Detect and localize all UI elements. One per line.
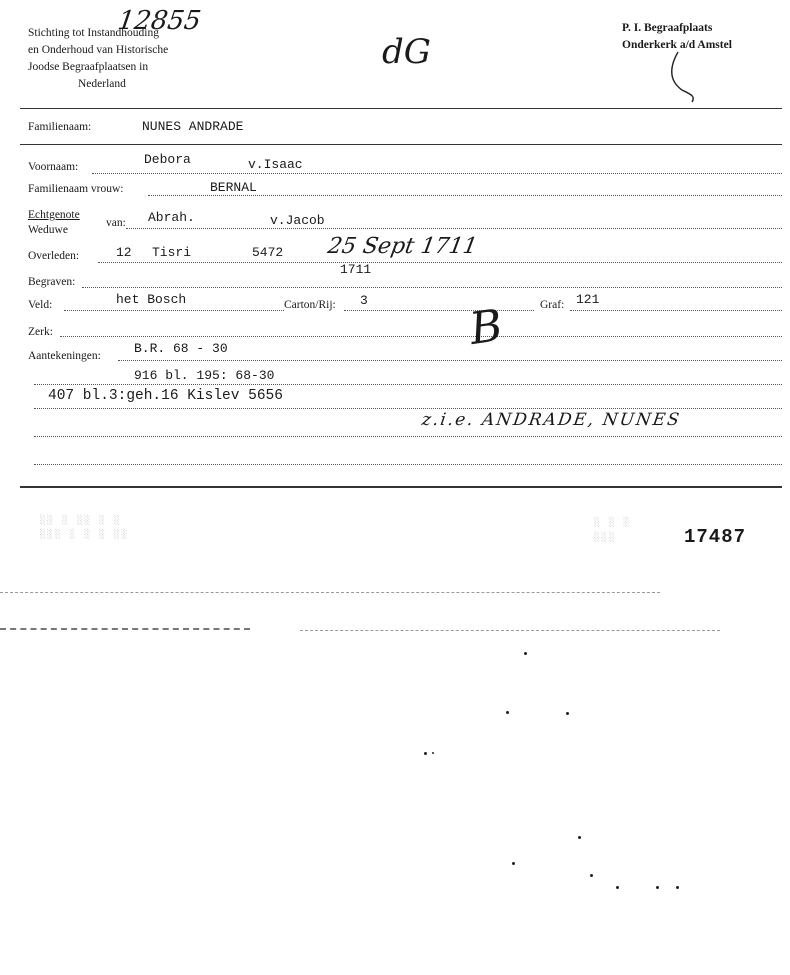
graf-label: Graf: <box>540 299 565 311</box>
org-name-line-1: Stichting tot Instandhouding <box>28 27 159 39</box>
voornaam-father: v.Isaac <box>248 157 303 172</box>
scan-speck <box>616 886 619 889</box>
bleed-through-text-4: ░░░ <box>594 533 617 543</box>
carton-label: Carton/Rij: <box>284 299 336 311</box>
familienaam-vrouw-value: BERNAL <box>210 180 257 195</box>
overleden-handwritten-date: 25 Sept 1711 <box>325 234 480 259</box>
graf-value: 121 <box>576 292 600 307</box>
scan-speck <box>590 874 593 877</box>
familienaam-label: Familienaam: <box>28 121 92 133</box>
zerk-label: Zerk: <box>28 326 53 338</box>
scan-band-3 <box>300 630 720 631</box>
familienaam-vrouw-line <box>148 195 782 196</box>
van-label: van: <box>106 217 126 229</box>
card-number: 17487 <box>684 526 747 548</box>
scan-speck <box>656 886 659 889</box>
cemetery-line-2: Onderkerk a/d Amstel <box>622 39 732 51</box>
veld-label: Veld: <box>28 299 53 311</box>
van-value: Abrah. <box>148 210 195 225</box>
aantekeningen-line-5 <box>34 464 782 465</box>
scan-speck <box>506 711 509 714</box>
van-father: v.Jacob <box>270 213 325 228</box>
carton-line <box>344 310 534 311</box>
echtgenote-label: Echtgenote <box>28 209 80 221</box>
overleden-year: 5472 <box>252 245 284 260</box>
bleed-through-text-2: ░░░ ░ ░ ░ ░░ <box>40 530 130 540</box>
bleed-through-text-3: ░ ░ ░ <box>594 518 632 528</box>
org-name-line-2: en Onderhoud van Historische <box>28 44 169 56</box>
zerk-handwritten-mark: B <box>466 299 506 356</box>
aantekeningen-label: Aantekeningen: <box>28 350 101 362</box>
header-divider <box>20 108 782 109</box>
handwritten-top-number: 12855 <box>115 6 203 36</box>
veld-line <box>64 310 284 311</box>
weduwe-label: Weduwe <box>28 224 68 236</box>
scan-speck <box>676 886 679 889</box>
graf-line <box>570 310 782 311</box>
scan-speck <box>432 752 434 754</box>
voornaam-label: Voornaam: <box>28 161 79 173</box>
overleden-line <box>98 262 782 263</box>
card-bottom-edge <box>20 486 782 488</box>
aantekeningen-line-3 <box>34 408 782 409</box>
begraven-line <box>82 287 782 288</box>
overleden-day: 12 <box>116 245 132 260</box>
aantekeningen-line-1 <box>118 360 782 361</box>
handwritten-center-mark: dG <box>382 32 431 72</box>
familienaam-divider <box>20 144 782 145</box>
aantekeningen-line-4 <box>34 436 782 437</box>
cemetery-line-1: P. I. Begraafplaats <box>622 22 713 34</box>
carton-value: 3 <box>360 293 368 308</box>
scan-speck <box>524 652 527 655</box>
voornaam-line <box>92 173 782 174</box>
overleden-month: Tisri <box>152 245 192 260</box>
org-name-line-3: Joodse Begraafplaatsen in <box>28 61 149 73</box>
note-1: B.R. 68 - 30 <box>134 341 228 356</box>
scan-speck <box>424 752 427 755</box>
aantekeningen-line-2 <box>34 384 782 385</box>
overleden-label: Overleden: <box>28 250 80 262</box>
veld-value: het Bosch <box>116 292 187 307</box>
scan-band-2 <box>0 628 250 630</box>
familienaam-value: NUNES ANDRADE <box>142 119 244 134</box>
bleed-through-text-1: ░░ ░ ░░ ░ ░ <box>40 516 122 526</box>
familienaam-vrouw-label: Familienaam vrouw: <box>28 183 124 195</box>
overleden-civil-year: 1711 <box>340 262 372 277</box>
handwritten-cross-reference: z.i.e. ANDRADE, NUNES <box>420 410 683 430</box>
van-line <box>126 228 782 229</box>
begraven-label: Begraven: <box>28 276 76 288</box>
scan-speck <box>512 862 515 865</box>
note-2: 916 bl. 195: 68-30 <box>134 368 275 383</box>
scan-speck <box>578 836 581 839</box>
voornaam-value: Debora <box>144 152 191 167</box>
scan-band-1 <box>0 592 660 593</box>
scan-speck <box>566 712 569 715</box>
zerk-line <box>60 336 782 337</box>
org-name-line-4: Nederland <box>78 78 126 90</box>
pen-stroke-mark <box>660 46 720 106</box>
note-3: 407 bl.3:geh.16 Kislev 5656 <box>48 388 283 404</box>
